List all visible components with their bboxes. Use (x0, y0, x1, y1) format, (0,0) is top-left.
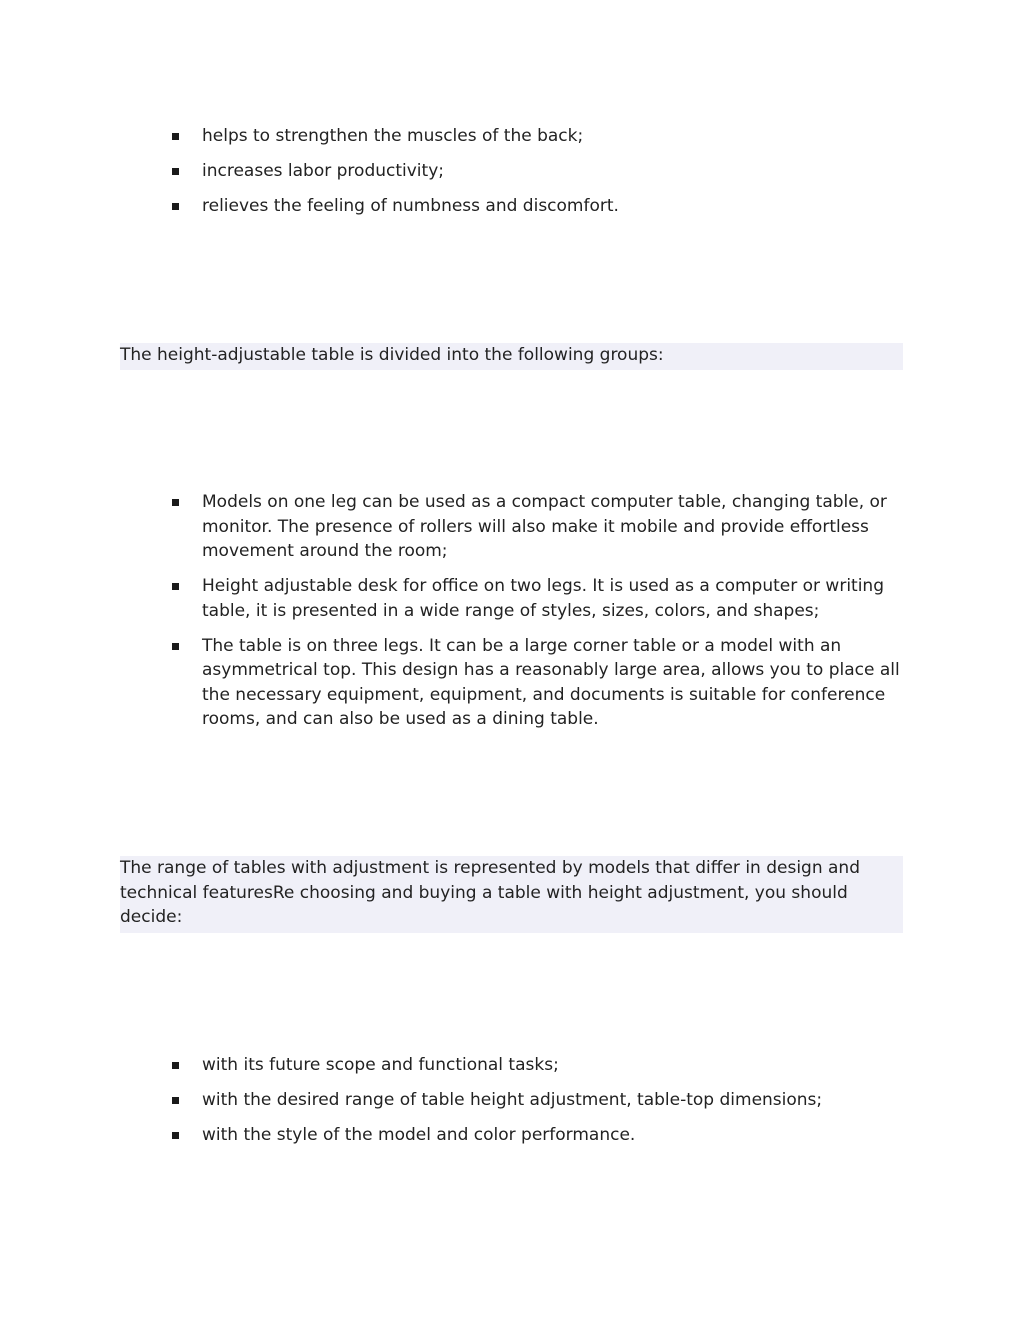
square-bullet-icon (172, 643, 179, 650)
square-bullet-icon (172, 1062, 179, 1069)
list-item (170, 124, 910, 149)
list-item-text: Models on one leg can be used as a compact computer table, changing table, or monitor. The presence of rollers will also make it mobile and provide effortless movement around the room; (202, 492, 887, 561)
list-item-text: helps to strengthen the muscles of the back; (202, 126, 584, 146)
square-bullet-icon (172, 168, 179, 175)
square-bullet-icon (172, 583, 179, 590)
square-bullet-icon (172, 203, 179, 210)
table-groups-list (170, 490, 910, 742)
square-bullet-icon (172, 1097, 179, 1104)
list-item (170, 194, 910, 219)
benefits-list (170, 124, 910, 229)
list-item-text: increases labor productivity; (202, 161, 444, 181)
list-item (170, 1053, 910, 1078)
list-item (170, 159, 910, 184)
list-item-text: The table is on three legs. It can be a large corner table or a model with an asymmetrical top. This design has a reasonably large area, allows you to place all the necessary equipment, equipment, and documents is suitable for conference rooms, and can also be used as a dining table. (202, 635, 900, 729)
decision-criteria-list (170, 1053, 910, 1158)
square-bullet-icon (172, 499, 179, 506)
list-item-text: with the desired range of table height adjustment, table-top dimensions; (202, 1090, 823, 1110)
groups-intro-paragraph: The height-adjustable table is divided into the following groups: (120, 343, 903, 370)
list-item-text: with the style of the model and color performance. (202, 1125, 636, 1145)
square-bullet-icon (172, 133, 179, 140)
list-item (170, 574, 910, 623)
list-item-text: Height adjustable desk for office on two legs. It is used as a computer or writing table, it is presented in a wide range of styles, sizes, colors, and shapes; (202, 576, 885, 621)
range-intro-paragraph: The range of tables with adjustment is represented by models that differ in design and technical featuresRe choosing and buying a table with height adjustment, you should decide: (120, 856, 903, 933)
list-item-text: relieves the feeling of numbness and discomfort. (202, 196, 619, 216)
list-item (170, 490, 910, 564)
list-item (170, 1088, 910, 1113)
list-item (170, 1123, 910, 1148)
list-item (170, 634, 910, 732)
list-item-text: with its future scope and functional tasks; (202, 1055, 559, 1075)
square-bullet-icon (172, 1132, 179, 1139)
